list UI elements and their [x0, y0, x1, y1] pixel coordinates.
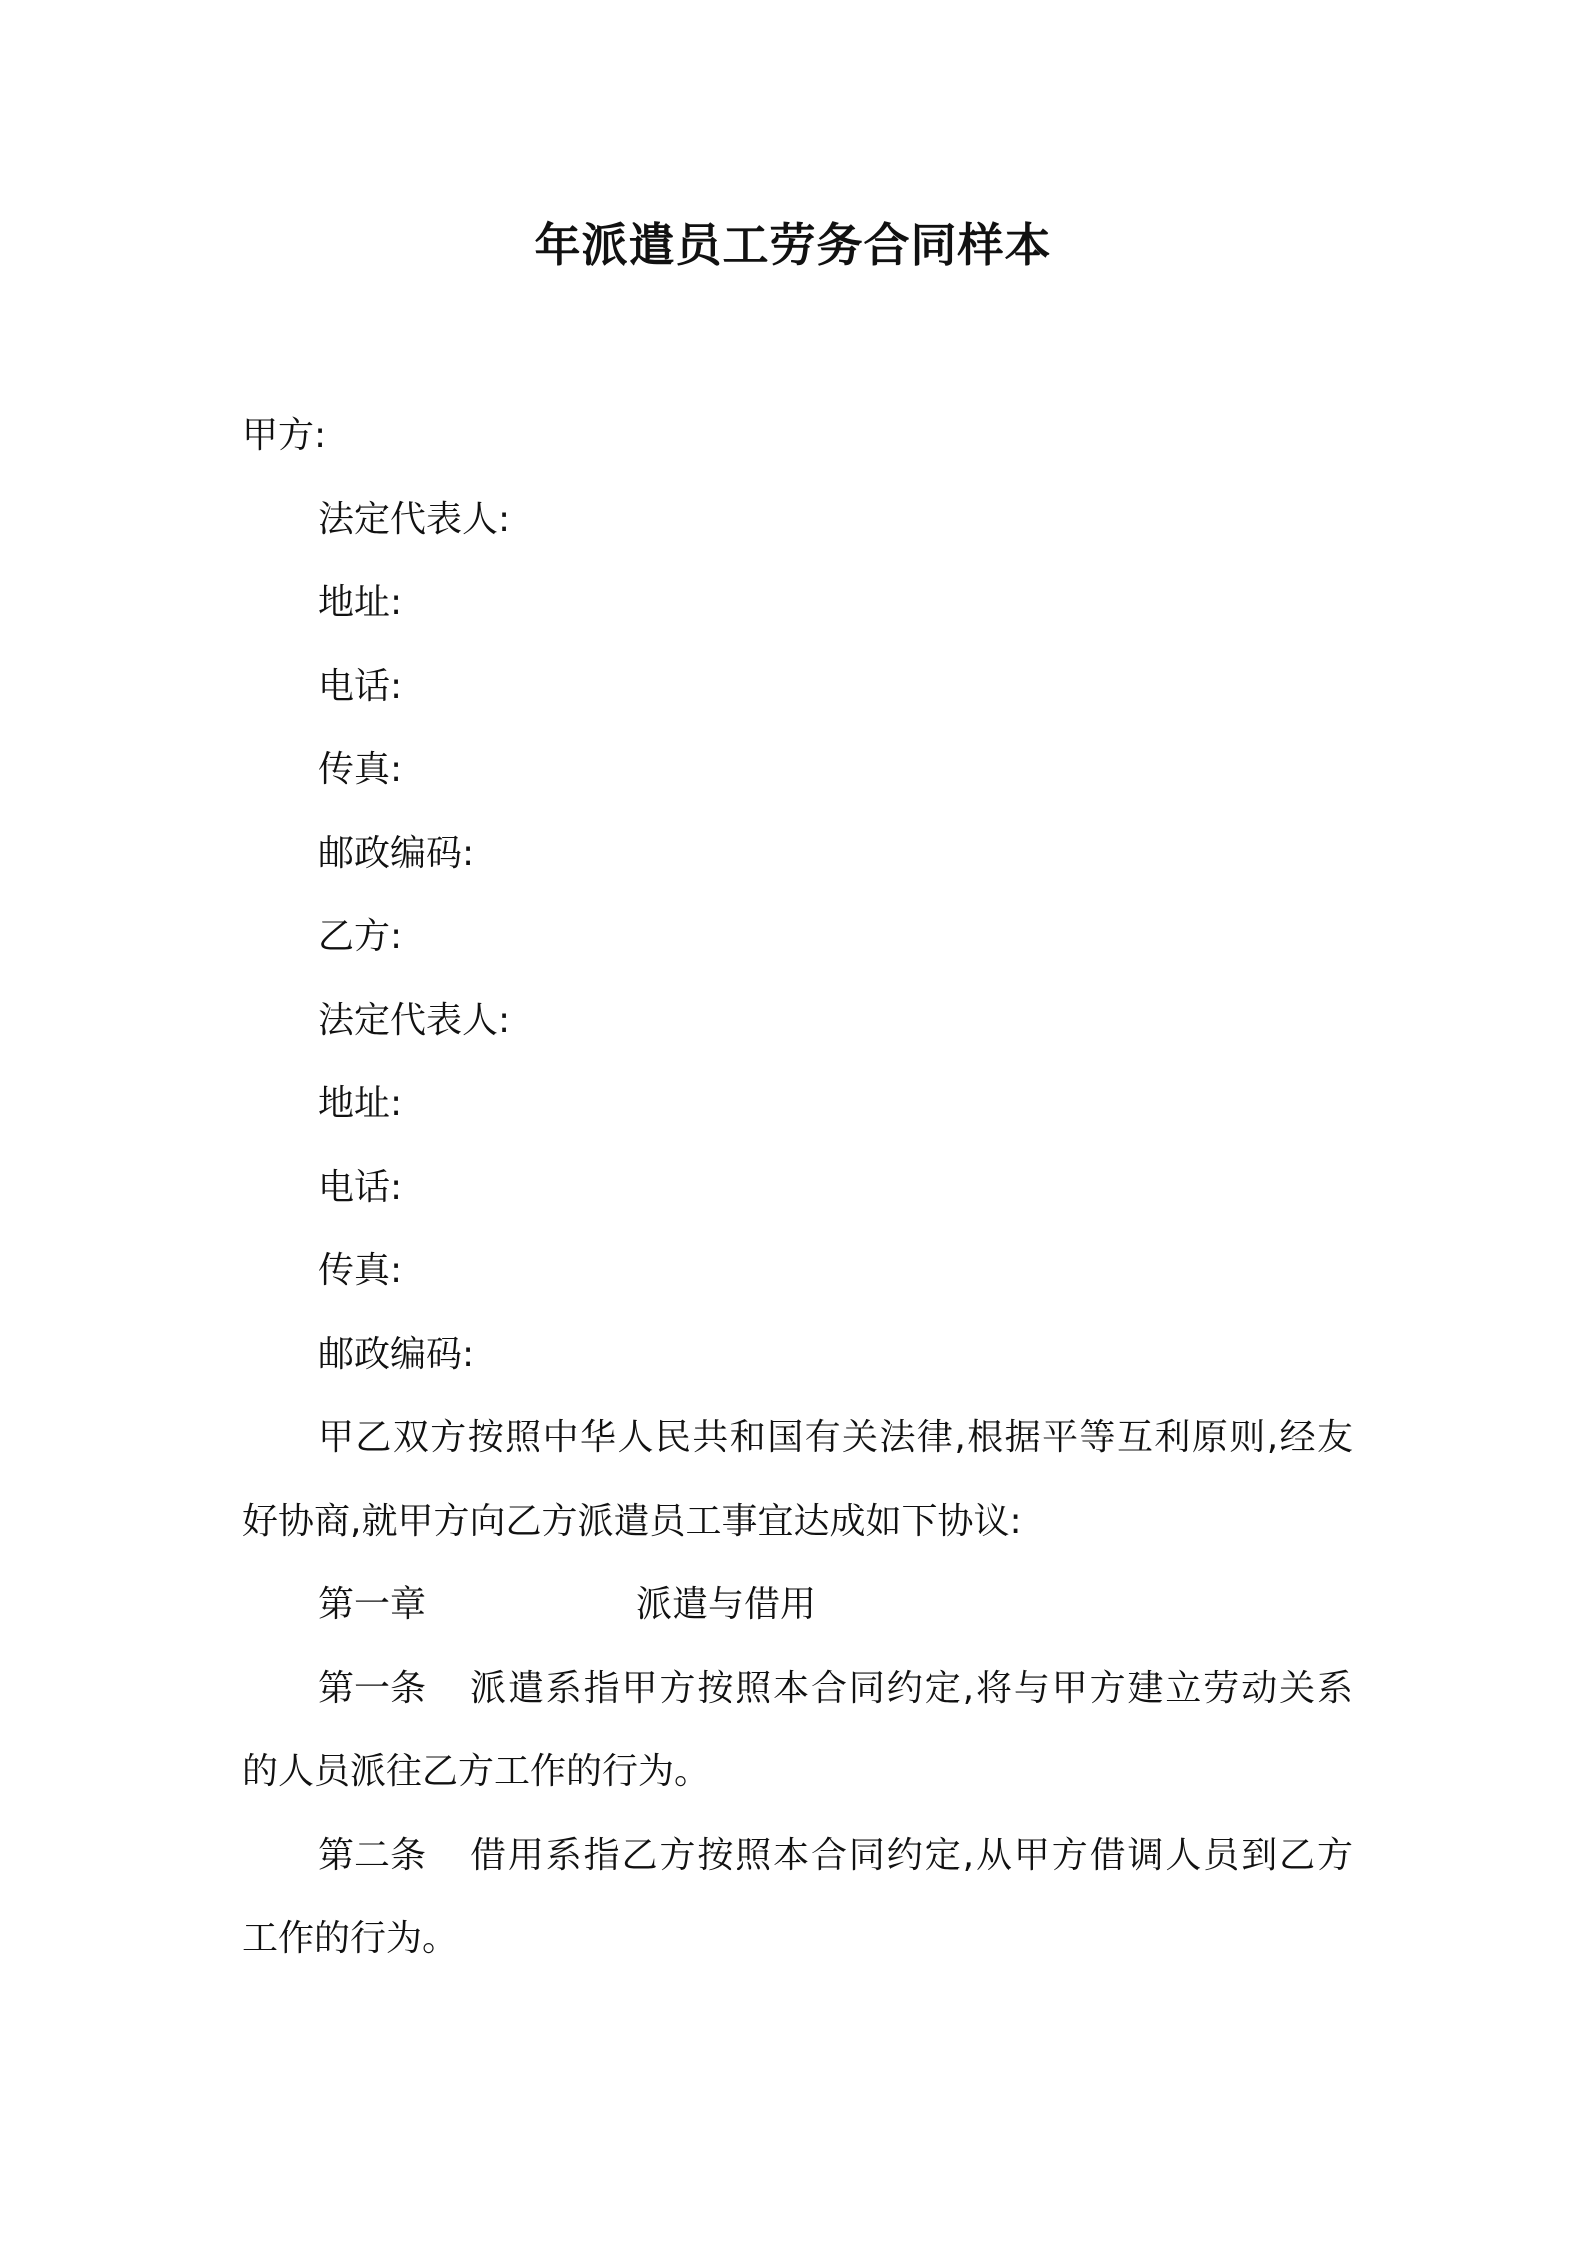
article-2-number: 第二条: [318, 1835, 427, 1876]
party-b-phone: 电话:: [318, 1167, 403, 1208]
chapter-1-number: 第一章: [318, 1584, 427, 1625]
party-a-legal-representative: 法定代表人:: [318, 499, 511, 540]
party-a-address: 地址:: [318, 582, 403, 623]
party-a-fax: 传真:: [318, 749, 403, 790]
party-a-phone: 电话:: [318, 666, 403, 707]
party-b-legal-representative: 法定代表人:: [318, 1000, 511, 1041]
article-1-number: 第一条: [318, 1668, 427, 1709]
article-1-line-1: 派遣系指甲方按照本合同约定,将与甲方建立劳动关系: [470, 1668, 1353, 1709]
party-a-postal-code: 邮政编码:: [318, 833, 475, 874]
article-1-line-2: 的人员派往乙方工作的行为。: [242, 1751, 711, 1792]
chapter-1-name: 派遣与借用: [636, 1584, 817, 1625]
preamble-line-2: 好协商,就甲方向乙方派遣员工事宜达成如下协议:: [242, 1501, 1022, 1542]
document-title: 年派遣员工劳务合同样本: [534, 218, 1052, 272]
party-a-label: 甲方:: [242, 415, 327, 456]
party-b-postal-code: 邮政编码:: [318, 1334, 475, 1375]
preamble-line-1: 甲乙双方按照中华人民共和国有关法律,根据平等互利原则,经友: [318, 1417, 1353, 1458]
party-b-fax: 传真:: [318, 1250, 403, 1291]
party-b-address: 地址:: [318, 1083, 403, 1124]
party-b-label: 乙方:: [318, 916, 403, 957]
article-2-line-2: 工作的行为。: [242, 1918, 459, 1959]
article-2-line-1: 借用系指乙方按照本合同约定,从甲方借调人员到乙方: [470, 1835, 1353, 1876]
